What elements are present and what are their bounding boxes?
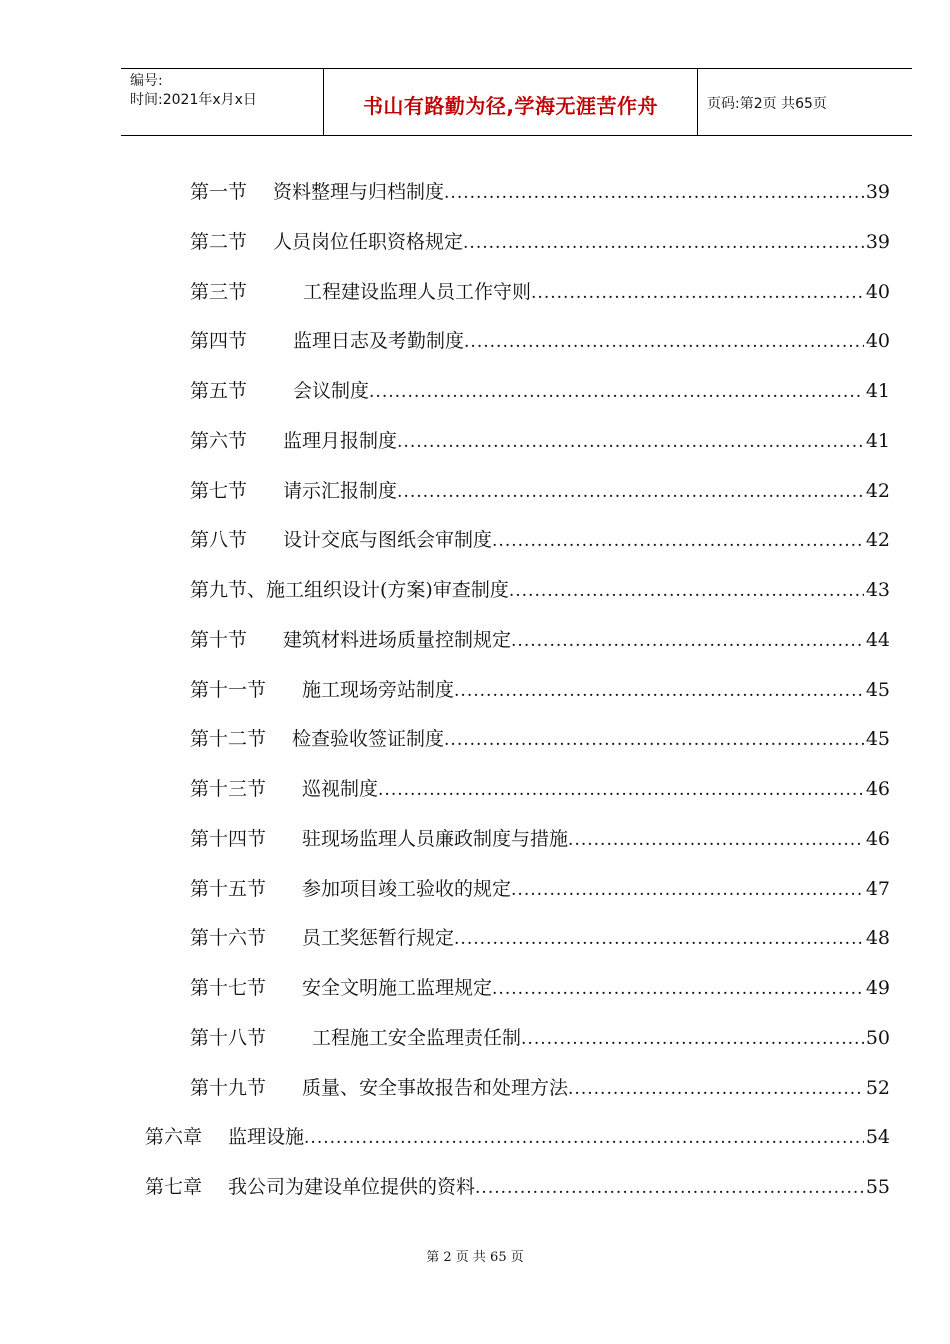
toc-entry[interactable] <box>190 775 890 803</box>
toc-entry-page: 39 <box>865 181 890 203</box>
toc-leader-dots <box>509 578 864 604</box>
toc-entry-number: 第九节、 <box>190 579 267 601</box>
toc-entry-page: 39 <box>865 231 890 253</box>
toc-entry-page: 47 <box>865 878 890 900</box>
toc-entry-title: 检查验收签证制度 <box>292 728 445 750</box>
toc-entry-title: 设计交底与图纸会审制度 <box>283 529 493 551</box>
toc-entry-title: 会议制度 <box>293 380 370 402</box>
toc-entry-number: 第十八节 <box>190 1027 267 1049</box>
toc-leader-dots <box>568 827 864 853</box>
toc-leader-dots <box>492 976 864 1002</box>
toc-entry[interactable] <box>190 228 890 256</box>
toc-entry-page: 41 <box>865 380 890 402</box>
toc-entry-title: 监理日志及考勤制度 <box>293 330 465 352</box>
toc-entry-number: 第六节 <box>190 430 248 452</box>
toc-entry-page: 49 <box>865 977 890 999</box>
toc-entry-number: 第四节 <box>190 330 248 352</box>
header-bottom-rule <box>121 135 912 136</box>
toc-entry-title: 资料整理与归档制度 <box>273 181 445 203</box>
toc-entry-page: 45 <box>865 728 890 750</box>
toc-entry-title: 人员岗位任职资格规定 <box>273 231 464 253</box>
toc-entry-title: 驻现场监理人员廉政制度与措施 <box>302 828 569 850</box>
toc-leader-dots <box>531 280 864 306</box>
page-footer: 第 2 页 共 65 页 <box>426 1250 524 1265</box>
toc-entry[interactable] <box>190 875 890 903</box>
toc-entry-number: 第十五节 <box>190 878 267 900</box>
toc-entry-number: 第八节 <box>190 529 248 551</box>
toc-entry[interactable] <box>190 477 890 505</box>
toc-entry-title: 监理月报制度 <box>283 430 398 452</box>
toc-entry-number: 第十一节 <box>190 679 267 701</box>
toc-leader-dots <box>397 479 864 505</box>
header-page-label: 页码:第2页 共65页 <box>707 96 827 112</box>
toc-entry-number: 第十节 <box>190 629 248 651</box>
toc-entry-title: 质量、安全事故报告和处理方法 <box>302 1077 569 1099</box>
toc-leader-dots <box>304 1125 864 1151</box>
toc-entry-page: 54 <box>865 1126 890 1148</box>
toc-leader-dots <box>454 926 864 952</box>
toc-entry-page: 46 <box>865 778 890 800</box>
header-meta <box>130 72 257 110</box>
toc-leader-dots <box>475 1175 864 1201</box>
toc-entry[interactable] <box>190 1024 890 1052</box>
toc-entry-number: 第一节 <box>190 181 248 203</box>
toc-leader-dots <box>444 727 864 753</box>
header-divider-right <box>697 68 698 136</box>
toc-entry[interactable] <box>190 676 890 704</box>
toc-entry-number: 第十二节 <box>190 728 267 750</box>
toc-entry[interactable] <box>190 825 890 853</box>
toc-entry-page: 40 <box>865 281 890 303</box>
toc-entry-title: 施工现场旁站制度 <box>302 679 455 701</box>
toc-entry-title: 工程施工安全监理责任制 <box>312 1027 522 1049</box>
toc-entry-page: 44 <box>865 629 890 651</box>
toc-entry-number: 第十四节 <box>190 828 267 850</box>
toc-entry-number: 第十六节 <box>190 927 267 949</box>
header-motto: 书山有路勤为径,学海无涯苦作舟 <box>362 94 659 118</box>
toc-entry[interactable] <box>145 1173 890 1201</box>
toc-leader-dots <box>378 777 864 803</box>
toc-entry-title: 建筑材料进场质量控制规定 <box>283 629 512 651</box>
toc-entry-number: 第六章 <box>145 1126 203 1148</box>
toc-entry[interactable] <box>190 1074 890 1102</box>
toc-entry[interactable] <box>190 377 890 405</box>
toc-entry-title: 请示汇报制度 <box>283 480 398 502</box>
toc-entry[interactable] <box>190 427 890 455</box>
toc-entry-title: 巡视制度 <box>302 778 379 800</box>
toc-entry[interactable] <box>190 278 890 306</box>
toc-entry-title: 工程建设监理人员工作守则 <box>303 281 532 303</box>
toc-entry-title: 施工组织设计(方案)审查制度 <box>266 579 509 601</box>
toc-leader-dots <box>511 628 864 654</box>
toc-leader-dots <box>511 877 864 903</box>
toc-entry-number: 第五节 <box>190 380 248 402</box>
toc-entry-number: 第十九节 <box>190 1077 267 1099</box>
toc-entry-number: 第十三节 <box>190 778 267 800</box>
toc-entry[interactable] <box>190 725 890 753</box>
toc-entry-title: 参加项目竣工验收的规定 <box>302 878 512 900</box>
toc-entry-title: 监理设施 <box>228 1126 305 1148</box>
toc-leader-dots <box>568 1076 864 1102</box>
toc-entry-page: 50 <box>865 1027 890 1049</box>
toc-entry-number: 第七节 <box>190 480 248 502</box>
toc-leader-dots <box>492 528 864 554</box>
toc-entry-page: 46 <box>865 828 890 850</box>
toc-leader-dots <box>521 1026 864 1052</box>
toc-entry-page: 41 <box>865 430 890 452</box>
toc-entry-page: 42 <box>865 480 890 502</box>
toc-leader-dots <box>397 429 864 455</box>
toc-entry-page: 42 <box>865 529 890 551</box>
toc-entry-number: 第二节 <box>190 231 248 253</box>
toc-entry-title: 安全文明施工监理规定 <box>302 977 493 999</box>
toc-entry-page: 48 <box>865 927 890 949</box>
toc-entry[interactable] <box>190 924 890 952</box>
toc-entry[interactable] <box>190 526 890 554</box>
toc-leader-dots <box>454 678 864 704</box>
toc-entry-page: 55 <box>865 1176 890 1198</box>
header-time-label: 时间:2021年x月x日 <box>130 92 257 108</box>
toc-entry[interactable] <box>145 1123 890 1151</box>
header-top-rule <box>121 68 912 69</box>
toc-entry-number: 第十七节 <box>190 977 267 999</box>
header-number-label: 编号: <box>130 73 163 89</box>
toc-entry-title: 我公司为建设单位提供的资料 <box>228 1176 476 1198</box>
toc-entry[interactable] <box>190 626 890 654</box>
toc-leader-dots <box>369 379 864 405</box>
toc-entry-page: 45 <box>865 679 890 701</box>
toc-entry[interactable] <box>190 576 890 604</box>
toc-entry-page: 43 <box>865 579 890 601</box>
toc-entry-title: 员工奖惩暂行规定 <box>302 927 455 949</box>
toc-entry[interactable] <box>190 327 890 355</box>
toc-entry-number: 第三节 <box>190 281 248 303</box>
toc-leader-dots <box>444 180 864 206</box>
toc-leader-dots <box>463 230 864 256</box>
toc-entry-page: 40 <box>865 330 890 352</box>
toc-entry[interactable] <box>190 974 890 1002</box>
toc-leader-dots <box>464 329 864 355</box>
toc-entry[interactable] <box>190 178 890 206</box>
toc-entry-page: 52 <box>865 1077 890 1099</box>
toc-entry-number: 第七章 <box>145 1176 203 1198</box>
